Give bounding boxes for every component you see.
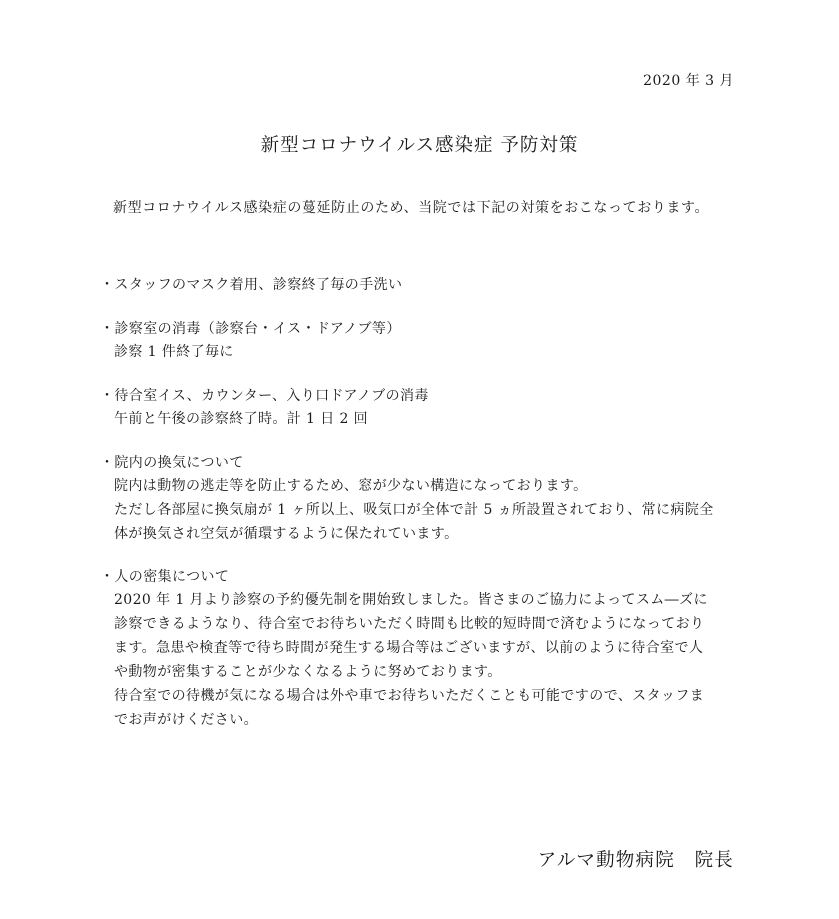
measure-detail-line: 診察できるようなり、待合室でお待ちいただく時間も比較的短時間で済むようになっており (114, 616, 705, 632)
measure-item (100, 566, 740, 732)
measure-item (100, 274, 740, 296)
measure-body (100, 588, 740, 732)
measure-heading: ・院内の換気について (100, 455, 244, 471)
measure-body (100, 474, 740, 546)
measure-body (100, 340, 740, 364)
measure-heading: ・待合室イス、カウンター、入り口ドアノブの消毒 (100, 388, 429, 404)
measure-detail-line: 午前と午後の診察終了時。計 1 日 2 回 (114, 411, 369, 427)
intro-paragraph: 新型コロナウイルス感染症の蔓延防止のため、当院では下記の対策をおこなっております。 (113, 200, 710, 216)
measure-heading: ・スタッフのマスク着用、診察終了毎の手洗い (100, 277, 403, 293)
measure-detail-line: ます。急患や検査等で待ち時間が発生する場合等はございますが、以前のように待合室で人 (114, 640, 704, 656)
measure-detail-line: 2020 年 1 月より診察の予約優先制を開始致しました。皆さまのご協力によってスム―ズに (114, 592, 708, 608)
measures-list (100, 274, 740, 756)
measure-heading: ・診察室の消毒（診察台・イス・ドアノブ等） (100, 321, 401, 337)
measure-detail-line: 院内は動物の逃走等を防止するため、窓が少ない構造になっております。 (114, 478, 588, 494)
measure-detail-line: 診察 1 件終了毎に (114, 344, 234, 360)
document-date: 2020 年 3 月 (643, 73, 734, 89)
measure-detail-line: ただし各部屋に換気扇が 1 ヶ所以上、吸気口が全体で計 5 ヵ所設置されており、常に病院全 (114, 502, 714, 518)
measure-detail-line: でお声がけください。 (114, 712, 258, 728)
measure-item (100, 318, 740, 364)
measure-item (100, 452, 740, 546)
measure-item (100, 385, 740, 431)
measure-detail-line: や動物が密集することが少なくなるように努めております。 (114, 664, 502, 680)
measure-detail-line: 待合室での待機が気になる場合は外や車でお待ちいただくことも可能ですので、スタッフま (114, 688, 705, 704)
measure-heading: ・人の密集について (100, 569, 230, 585)
measure-body (100, 407, 740, 431)
signature: アルマ動物病院 院長 (537, 850, 734, 871)
document-title: 新型コロナウイルス感染症 予防対策 (260, 135, 579, 156)
measure-detail-line: 体が換気され空気が循環するように保たれています。 (114, 526, 459, 542)
